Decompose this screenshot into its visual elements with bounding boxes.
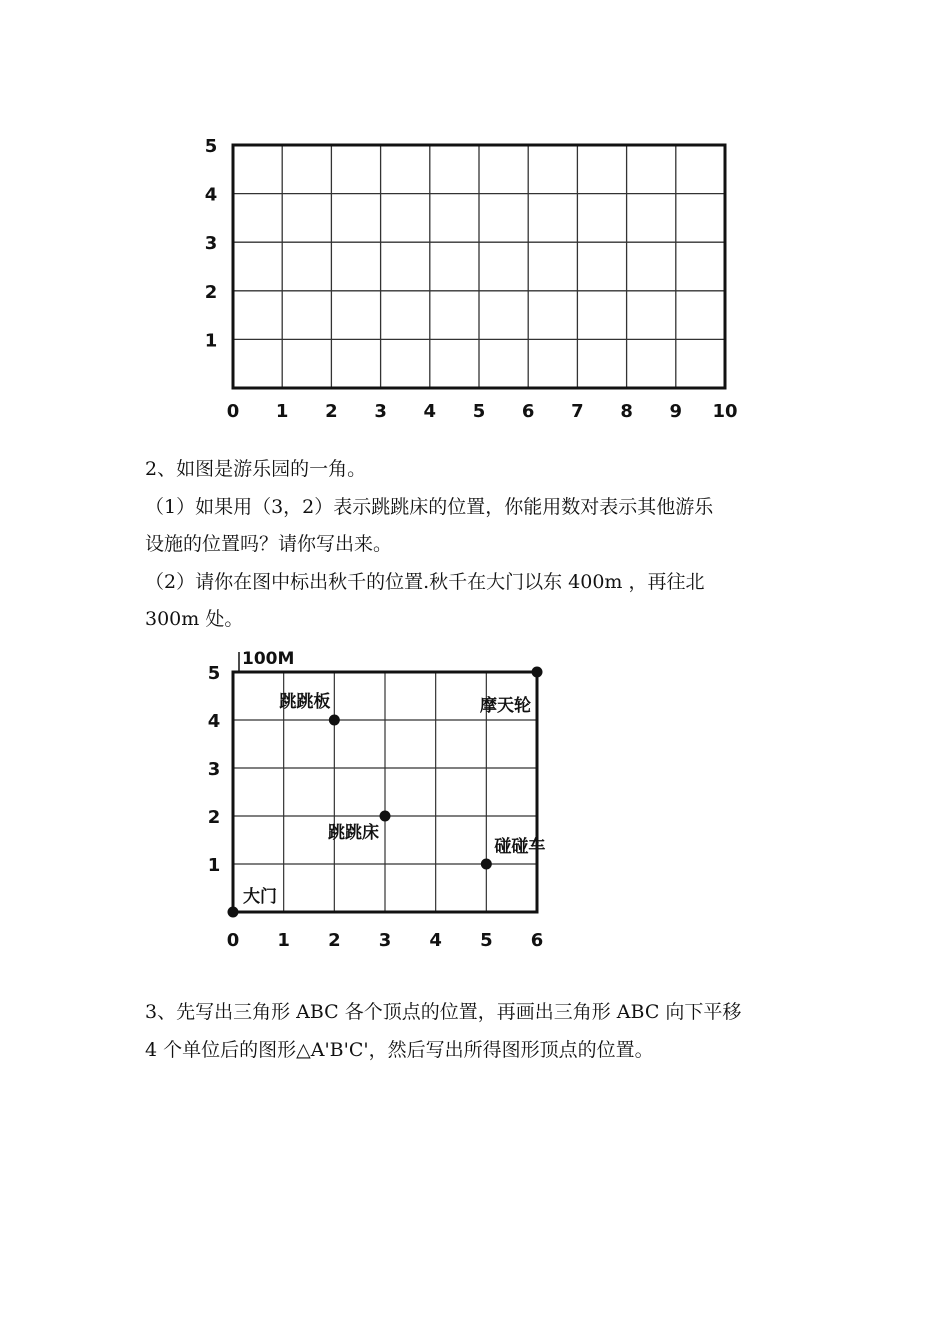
unit-label: 100M <box>242 649 295 669</box>
grid1-x-tick-label: 6 <box>521 401 535 422</box>
grid2-x-tick-label: 4 <box>429 930 442 951</box>
question-2-part-2-line-2: 300m 处。 <box>145 608 244 630</box>
point-marker <box>481 859 492 870</box>
grid1-y-tick-label: 5 <box>204 136 218 157</box>
question-3-line-1: 3、先写出三角形 ABC 各个顶点的位置，再画出三角形 ABC 向下平移 <box>145 1001 742 1023</box>
grid2-y-tick-label: 3 <box>207 759 221 780</box>
point-marker <box>329 715 340 726</box>
grid1-y-tick-label: 3 <box>204 233 218 255</box>
grid1-x-tick-label: 10 <box>712 401 738 422</box>
point-label: 跳跳床 <box>328 823 379 843</box>
grid1-x-tick-label: 3 <box>374 401 387 422</box>
grid1-x-tick-label: 4 <box>423 401 437 422</box>
point-marker <box>532 667 543 678</box>
grid2-y-tick-label: 5 <box>207 663 221 684</box>
grid1-y-tick-label: 4 <box>204 184 218 206</box>
grid2-x-tick-label: 5 <box>480 930 493 951</box>
grid1-x-tick-label: 9 <box>669 401 683 422</box>
grid1-y-tick-label: 2 <box>204 281 218 303</box>
grid2-x-tick-label: 3 <box>378 930 392 951</box>
point-label: 大门 <box>243 887 277 907</box>
grid2-y-tick-label: 2 <box>207 807 221 828</box>
grid2-y-tick-label: 1 <box>207 855 221 876</box>
question-2-part-2-line-1: （2）请你在图中标出秋千的位置.秋千在大门以东 400m ，再往北 <box>145 571 705 593</box>
point-marker <box>228 907 239 918</box>
grid1-x-tick-label: 8 <box>620 401 633 422</box>
point-label: 摩天轮 <box>480 696 531 716</box>
question-2-part-1-line-1: （1）如果用（3，2）表示跳跳床的位置，你能用数对表示其他游乐 <box>145 496 714 518</box>
point-label: 碰碰车 <box>494 837 546 857</box>
question-2-title: 2、如图是游乐园的一角。 <box>145 458 367 480</box>
grid2-x-tick-label: 1 <box>277 930 290 951</box>
grid2-x-tick-label: 2 <box>328 930 341 951</box>
grid2-x-tick-label: 6 <box>530 930 544 951</box>
grid1-x-tick-label: 1 <box>275 401 289 422</box>
grid1-x-tick-label: 0 <box>226 401 240 422</box>
grid1-x-tick-label: 5 <box>472 401 486 422</box>
grid1-x-tick-label: 7 <box>571 401 584 422</box>
grid2-x-tick-label: 0 <box>226 930 240 951</box>
point-label: 跳跳板 <box>279 692 331 712</box>
grid1-y-tick-label: 1 <box>204 330 218 352</box>
question-2-part-1-line-2: 设施的位置吗？请你写出来。 <box>145 533 393 555</box>
question-3-line-2: 4 个单位后的图形△A'B'C'，然后写出所得图形顶点的位置。 <box>145 1039 654 1061</box>
point-marker <box>380 811 391 822</box>
grid1-x-tick-label: 2 <box>325 401 338 422</box>
grid2-y-tick-label: 4 <box>207 711 221 732</box>
